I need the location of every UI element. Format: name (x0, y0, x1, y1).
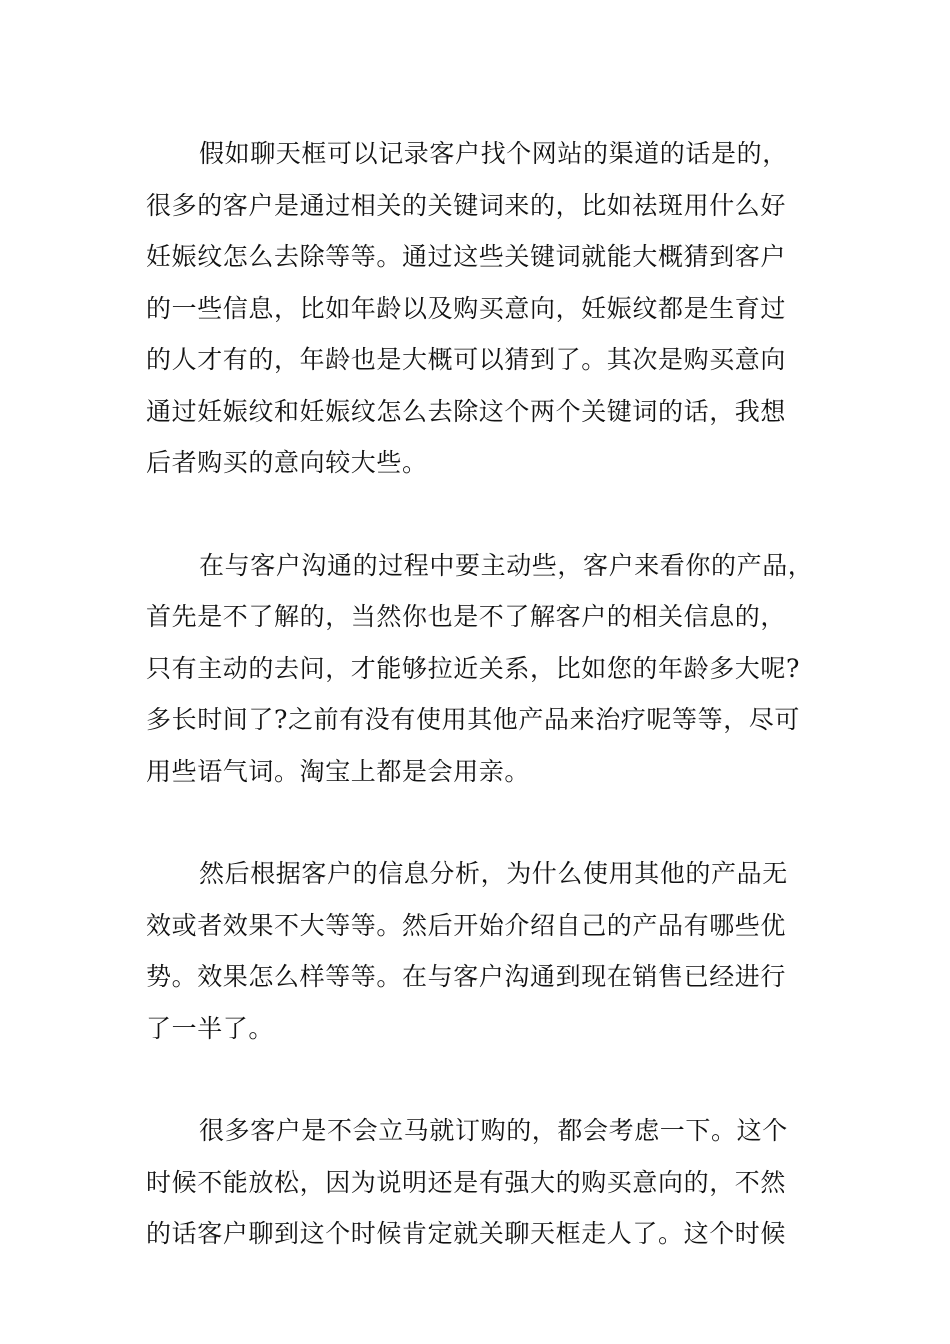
paragraph-line: 的一些信息，比如年龄以及购买意向，妊娠纹都是生育过 (146, 293, 787, 323)
paragraph-4 (146, 1105, 821, 1260)
paragraph-line: 首先是不了解的，当然你也是不了解客户的相关信息的， (146, 602, 787, 631)
paragraph-line: 妊娠纹怎么去除等等。通过这些关键词就能大概猜到客户 (146, 242, 787, 271)
document-body (146, 128, 821, 1260)
paragraph-line: 然后根据客户的信息分析，为什么使用其他的产品无 (199, 859, 788, 888)
paragraph-line: 假如聊天框可以记录客户找个网站的渠道的话是的， (199, 139, 788, 168)
paragraph-line: 只有主动的去问，才能够拉近关系，比如您的年龄多大呢? (146, 653, 801, 683)
paragraph-line: 了一半了。 (146, 1013, 275, 1043)
paragraph-line: 多长时间了?之前有没有使用其他产品来治疗呢等等，尽可 (146, 705, 801, 734)
paragraph-line: 后者购买的意向较大些。 (146, 448, 428, 477)
paragraph-line: 时候不能放松，因为说明还是有强大的购买意向的，不然 (146, 1167, 787, 1197)
paragraph-line: 很多客户是不会立马就订购的，都会考虑一下。这个 (199, 1116, 788, 1145)
paragraph-line: 的话客户聊到这个时候肯定就关聊天框走人了。这个时候 (146, 1219, 787, 1248)
paragraph-line: 通过妊娠纹和妊娠纹怎么去除这个两个关键词的话，我想 (146, 396, 787, 426)
paragraph-line: 的人才有的，年龄也是大概可以猜到了。其次是购买意向 (146, 345, 787, 374)
paragraph-line: 用些语气词。淘宝上都是会用亲。 (146, 756, 531, 786)
paragraph-2 (146, 540, 821, 798)
paragraph-line: 在与客户沟通的过程中要主动些，客户来看你的产品， (199, 550, 814, 580)
paragraph-1 (146, 128, 821, 489)
paragraph-3 (146, 848, 821, 1054)
paragraph-line: 效或者效果不大等等。然后开始介绍自己的产品有哪些优 (146, 910, 787, 940)
paragraph-line: 很多的客户是通过相关的关键词来的，比如祛斑用什么好 (146, 190, 787, 220)
paragraph-line: 势。效果怎么样等等。在与客户沟通到现在销售已经进行 (146, 962, 787, 991)
